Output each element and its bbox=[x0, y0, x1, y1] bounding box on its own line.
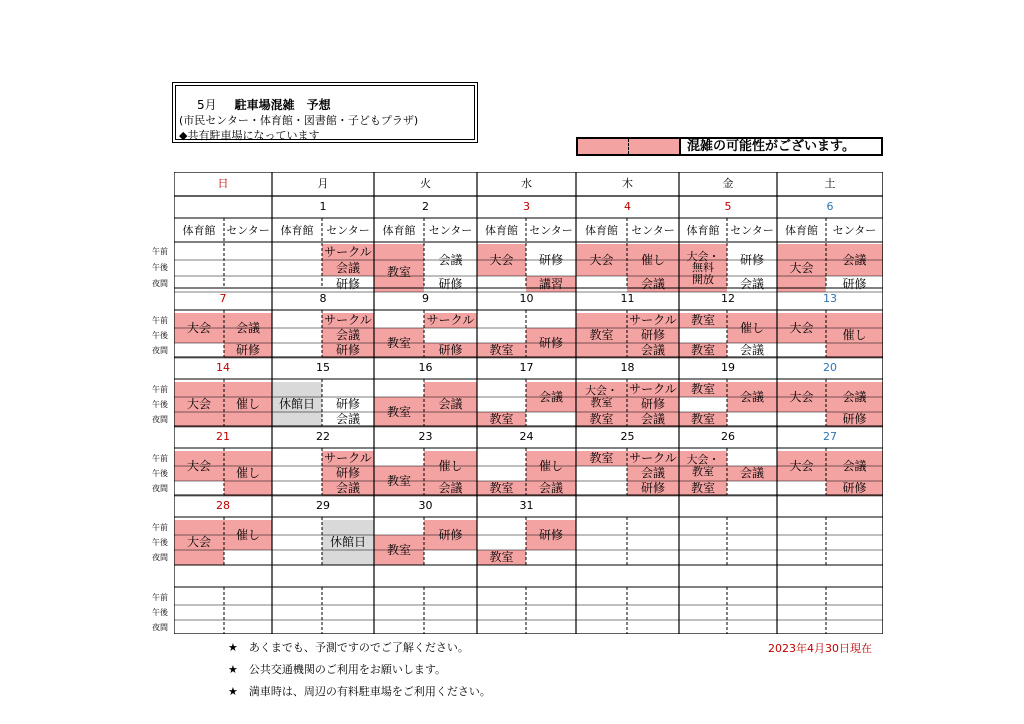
date-number: 29 bbox=[316, 499, 330, 513]
calendar bbox=[174, 172, 883, 634]
date-number: 27 bbox=[823, 430, 837, 444]
time-label: 夜間 bbox=[152, 415, 168, 424]
event-label: 会議 bbox=[739, 466, 764, 481]
footnote-3: ★ 満車時は、周辺の有料駐車場をご利用ください。 bbox=[228, 685, 491, 698]
event-label: 会議 bbox=[739, 343, 764, 358]
weekday-header: 木 bbox=[622, 177, 633, 191]
event-label: 教室 bbox=[690, 382, 715, 397]
event-label: 会議 bbox=[538, 481, 563, 496]
event-label: 会議 bbox=[438, 252, 463, 267]
date-number: 18 bbox=[620, 361, 635, 375]
event-label: 会議 bbox=[335, 260, 360, 275]
time-label: 午前 bbox=[152, 316, 168, 325]
event-label: 研修 bbox=[438, 527, 463, 542]
event-label: 会議 bbox=[438, 481, 463, 496]
event-label: 会議 bbox=[438, 397, 463, 412]
event-label bbox=[679, 451, 727, 481]
event-label-line: 大会・ bbox=[585, 384, 618, 398]
event-label: 教室 bbox=[386, 473, 411, 488]
event-label: 教室 bbox=[690, 481, 715, 496]
event-label: 大会 bbox=[589, 252, 614, 267]
time-label: 夜間 bbox=[152, 346, 168, 355]
date-number: 13 bbox=[823, 292, 837, 306]
page-title bbox=[197, 96, 331, 113]
event-label: 教室 bbox=[690, 412, 715, 427]
time-label: 夜間 bbox=[152, 553, 168, 562]
event-label: 会議 bbox=[739, 389, 764, 404]
time-label: 午前 bbox=[152, 247, 168, 256]
date-number: 30 bbox=[418, 499, 433, 513]
event-label: 催し bbox=[235, 466, 260, 481]
date-number: 14 bbox=[216, 361, 230, 375]
event-label: 研修 bbox=[438, 276, 463, 291]
event-label: 研修 bbox=[538, 527, 563, 542]
event-label: 大会 bbox=[789, 320, 814, 335]
event-label: 大会 bbox=[186, 397, 211, 412]
event-label: 研修 bbox=[235, 343, 260, 358]
event-label-line: 教室 bbox=[590, 396, 613, 409]
event-label: 教室 bbox=[690, 313, 715, 328]
event-label: 教室 bbox=[589, 328, 614, 343]
event-label: サークル bbox=[324, 451, 372, 466]
event-label: 研修 bbox=[640, 481, 665, 496]
weekday-header: 土 bbox=[824, 177, 836, 191]
event-label-line: 教室 bbox=[692, 465, 714, 478]
date-number: 1 bbox=[319, 200, 327, 214]
date-number: 26 bbox=[721, 430, 735, 444]
event-label: 会議 bbox=[842, 252, 867, 267]
event-label: 教室 bbox=[589, 412, 614, 427]
weekday-header: 日 bbox=[217, 177, 229, 191]
event-label: 研修 bbox=[335, 466, 360, 481]
date-number: 23 bbox=[418, 430, 433, 444]
title-month: 5月 bbox=[197, 98, 217, 112]
event-label: 教室 bbox=[489, 550, 514, 565]
event-label-line: 大会・ bbox=[686, 249, 720, 263]
legend-swatch bbox=[578, 139, 629, 154]
facility-label-gym: 体育館 bbox=[686, 224, 720, 238]
date-number: 4 bbox=[624, 200, 631, 214]
event-label: 休館日 bbox=[329, 535, 366, 550]
time-label: 午後 bbox=[152, 469, 168, 478]
event-label: 研修 bbox=[842, 276, 867, 291]
facility-label-gym: 体育館 bbox=[280, 224, 314, 238]
event-label: サークル bbox=[426, 313, 475, 328]
time-label: 午前 bbox=[152, 385, 168, 394]
facility-label-center: センター bbox=[326, 224, 370, 238]
time-label: 午前 bbox=[152, 454, 168, 463]
legend-text: 混雑の可能性がございます。 bbox=[687, 139, 855, 154]
event-label: 研修 bbox=[335, 276, 360, 291]
facility-label-center: センター bbox=[631, 224, 675, 238]
event-label: 大会 bbox=[789, 458, 814, 473]
event-label: サークル bbox=[629, 382, 677, 397]
date-number: 11 bbox=[620, 292, 635, 306]
event-label: 催し bbox=[538, 458, 563, 473]
event-label: 研修 bbox=[739, 252, 764, 267]
weekday-header: 月 bbox=[317, 177, 329, 191]
event-label: 会議 bbox=[739, 276, 764, 291]
date-number: 15 bbox=[316, 361, 330, 375]
event-label: 研修 bbox=[640, 328, 665, 343]
facility-label-center: センター bbox=[832, 224, 877, 238]
date-number: 3 bbox=[523, 200, 530, 214]
footnote-2: ★ 公共交通機関のご利用をお願いします。 bbox=[228, 663, 446, 676]
event-label: 会議 bbox=[640, 412, 665, 427]
date-number: 2 bbox=[422, 200, 429, 214]
date-number: 24 bbox=[519, 430, 534, 444]
event-label: サークル bbox=[324, 313, 372, 328]
as-of-date: 2023年4月30日現在 bbox=[768, 642, 872, 655]
event-label: 休館日 bbox=[278, 397, 315, 412]
event-label-line: 大会・ bbox=[686, 453, 720, 467]
event-label: 会議 bbox=[538, 389, 563, 404]
event-label: 研修 bbox=[335, 397, 360, 412]
date-number: 16 bbox=[418, 361, 433, 375]
date-number: 17 bbox=[519, 361, 534, 375]
facility-label-gym: 体育館 bbox=[382, 224, 416, 238]
event-label: 大会 bbox=[186, 320, 211, 335]
event-label: 教室 bbox=[489, 343, 514, 358]
event-label: 大会 bbox=[186, 535, 211, 550]
date-number: 19 bbox=[721, 361, 735, 375]
event-label-line: 無料 bbox=[692, 261, 714, 275]
event-label: サークル bbox=[629, 451, 677, 466]
event-label: 会議 bbox=[640, 466, 665, 481]
facility-label-center: センター bbox=[428, 224, 473, 238]
date-number: 28 bbox=[216, 499, 230, 513]
event-label: 大会 bbox=[489, 252, 514, 267]
event-label: 大会 bbox=[186, 458, 211, 473]
facility-label-center: センター bbox=[730, 224, 774, 238]
event-label: 催し bbox=[640, 252, 665, 267]
event-label: 大会 bbox=[789, 389, 814, 404]
event-label: 教室 bbox=[386, 264, 411, 279]
event-label: 催し bbox=[739, 320, 764, 335]
event-label: 教室 bbox=[690, 343, 715, 358]
facility-list: (市民センター・体育館・図書館・子どもプラザ) bbox=[179, 114, 419, 127]
date-number: 20 bbox=[823, 361, 837, 375]
event-label: 研修 bbox=[538, 335, 563, 350]
legend-swatch bbox=[629, 139, 681, 154]
event-label: 研修 bbox=[842, 481, 867, 496]
event-label: 教室 bbox=[589, 451, 614, 466]
event-label: 大会 bbox=[789, 260, 814, 275]
facility-label-center: センター bbox=[226, 224, 270, 238]
weekday-header: 水 bbox=[521, 177, 532, 191]
shared-parking-note: ◆共有駐車場になっています bbox=[179, 129, 320, 142]
event-label: 会議 bbox=[842, 389, 867, 404]
facility-label-gym: 体育館 bbox=[785, 224, 818, 238]
time-label: 夜間 bbox=[152, 484, 168, 493]
event-label: 研修 bbox=[335, 343, 360, 358]
time-label: 午後 bbox=[152, 538, 168, 547]
time-label: 夜間 bbox=[152, 623, 168, 632]
event-label bbox=[679, 244, 727, 292]
event-label-line: 開放 bbox=[692, 272, 714, 286]
event-label: 教室 bbox=[489, 412, 514, 427]
event-label: 研修 bbox=[438, 343, 463, 358]
date-number: 31 bbox=[519, 499, 534, 513]
facility-label-gym: 体育館 bbox=[585, 224, 618, 238]
date-number: 7 bbox=[219, 292, 227, 306]
event-label: 会議 bbox=[640, 343, 665, 358]
time-label: 午前 bbox=[152, 593, 168, 602]
event-label: 催し bbox=[235, 527, 260, 542]
title-box bbox=[172, 82, 478, 143]
legend bbox=[576, 137, 883, 156]
time-label: 夜間 bbox=[152, 279, 168, 288]
event-label: 催し bbox=[235, 397, 260, 412]
date-number: 25 bbox=[620, 430, 635, 444]
event-label: 催し bbox=[842, 328, 867, 343]
time-label: 午後 bbox=[152, 331, 168, 340]
event-label: 会議 bbox=[335, 328, 360, 343]
event-label: 教室 bbox=[386, 542, 411, 557]
event-label: サークル bbox=[629, 313, 677, 328]
date-number: 21 bbox=[216, 430, 230, 444]
event-label bbox=[576, 382, 627, 412]
weekday-header: 火 bbox=[420, 177, 431, 191]
event-label: 研修 bbox=[640, 397, 665, 412]
event-label: 教室 bbox=[489, 481, 514, 496]
event-label: 研修 bbox=[538, 252, 563, 267]
facility-label-gym: 体育館 bbox=[182, 224, 216, 238]
footnote-1: ★ あくまでも、予測ですのでご了解ください。 bbox=[228, 641, 469, 654]
event-label: 研修 bbox=[842, 412, 867, 427]
date-number: 5 bbox=[724, 200, 732, 214]
event-label: 教室 bbox=[386, 404, 411, 419]
event-label: サークル bbox=[324, 244, 372, 259]
event-label: 会議 bbox=[842, 458, 867, 473]
event-label: 会議 bbox=[335, 412, 360, 427]
time-label: 午前 bbox=[152, 523, 168, 532]
event-label: 講習 bbox=[538, 276, 563, 291]
event-label: 催し bbox=[438, 458, 463, 473]
event-label: 会議 bbox=[640, 276, 665, 291]
time-label: 午後 bbox=[152, 400, 168, 409]
date-number: 22 bbox=[316, 430, 330, 444]
date-number: 9 bbox=[422, 292, 429, 306]
facility-label-gym: 体育館 bbox=[485, 224, 518, 238]
title-text: 駐車場混雑 予想 bbox=[234, 98, 331, 112]
event-label: 教室 bbox=[386, 335, 411, 350]
facility-label-center: センター bbox=[529, 224, 573, 238]
event-label: 会議 bbox=[335, 481, 360, 496]
weekday-header: 金 bbox=[722, 177, 734, 191]
date-number: 10 bbox=[519, 292, 534, 306]
time-label: 午後 bbox=[152, 608, 168, 617]
time-label: 午後 bbox=[152, 263, 168, 272]
date-number: 6 bbox=[826, 200, 834, 214]
date-number: 12 bbox=[721, 292, 735, 306]
event-label: 会議 bbox=[235, 320, 260, 335]
date-number: 8 bbox=[319, 292, 327, 306]
